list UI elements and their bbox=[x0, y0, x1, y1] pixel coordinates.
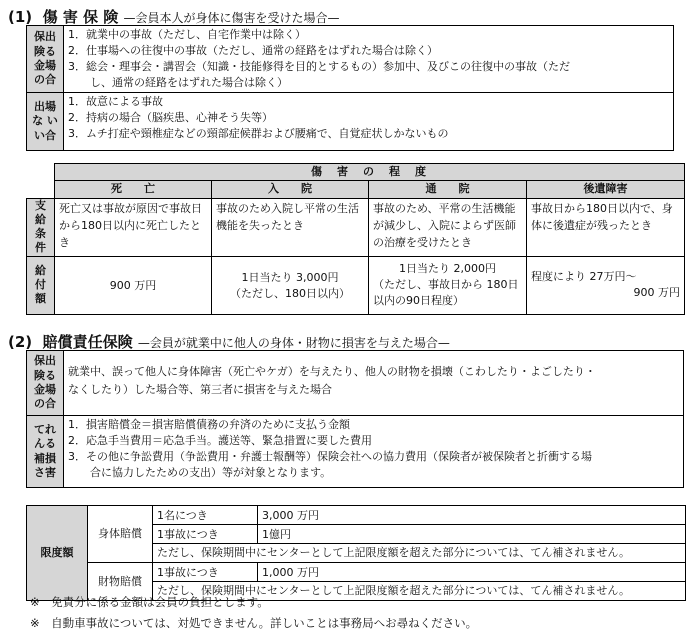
section1-title: 傷 害 保 険 bbox=[42, 8, 119, 26]
section1-number: (1) bbox=[8, 8, 33, 26]
section2-heading bbox=[8, 331, 450, 352]
pay-cases-list bbox=[64, 26, 674, 93]
col-outpatient: 通 院 bbox=[369, 181, 527, 198]
section2-table bbox=[26, 350, 684, 488]
amt-aftereffect-max: 900 万円 bbox=[633, 286, 680, 300]
body-proviso: ただし、保険期間中にセンターとして上記限度額を超えた部分については、てん補されません。 bbox=[153, 544, 686, 563]
note-deductible: ※ 免責分に係る金額は会員の負担とします。 bbox=[30, 595, 269, 609]
body-limit-key: 1名につき bbox=[153, 506, 258, 525]
amt-outpatient-rate: 1日当たり 2,000円 bbox=[399, 262, 496, 276]
amt-hospital bbox=[212, 256, 369, 314]
body-limit-key: 1事故につき bbox=[153, 525, 258, 544]
liability-pay-label: 保出 険る 金場 の合 bbox=[27, 351, 64, 416]
section2-number: (2) bbox=[8, 333, 33, 351]
amounts-label: 給付額 bbox=[27, 256, 55, 314]
amounts-row bbox=[27, 256, 685, 314]
property-limit-key: 1事故につき bbox=[153, 563, 258, 582]
pay-item: 1．就業中の事故（ただし、自宅作業中は除く） bbox=[68, 28, 306, 41]
covered-damage-list bbox=[64, 416, 684, 488]
covered-damage-label: てれ んる 補損 さ害 bbox=[27, 416, 64, 488]
property-proviso: ただし、保険期間中にセンターとして上記限度額を超えた部分については、てん補されません。 bbox=[153, 582, 686, 601]
injury-table bbox=[26, 163, 685, 315]
amt-outpatient bbox=[369, 256, 527, 314]
conditions-row bbox=[27, 198, 685, 256]
nopay-cases-list bbox=[64, 93, 674, 151]
body-liability-label: 身体賠償 bbox=[88, 506, 153, 563]
cover-item: 1．損害賠償金＝損害賠償債務の弁済のために支払う金額 bbox=[68, 418, 350, 431]
property-liability-label: 財物賠償 bbox=[88, 563, 153, 601]
body-limit-value: 3,000 万円 bbox=[258, 506, 637, 525]
injury-table-title: 傷 害 の 程 度 bbox=[55, 164, 685, 181]
col-aftereffect: 後遺障害 bbox=[527, 181, 685, 198]
cover-item: 2．応急手当費用＝応急手当。護送等、緊急措置に要した費用 bbox=[68, 434, 372, 447]
body-limit-value: 1億円 bbox=[258, 525, 637, 544]
section1-table bbox=[26, 25, 674, 151]
limit-table bbox=[26, 505, 686, 601]
cover-item: 3．その他に争訟費用（争訟費用・弁護士報酬等）保険会社への協力費用（保険者が被保険者と折衝する場 bbox=[68, 450, 592, 463]
liability-pay-line: 就業中、誤って他人に身体障害（死亡やケガ）を与えたり、他人の財物を損壊（こわしたり・よごしたり・ bbox=[68, 365, 596, 378]
liability-pay-text bbox=[64, 351, 684, 416]
conditions-label: 支給条件 bbox=[27, 198, 55, 256]
section2-pay-row bbox=[27, 351, 684, 416]
cond-outpatient: 事故のため、平常の生活機能が減少し、入院によらず医師の治療を受けたとき bbox=[369, 198, 527, 256]
cond-aftereffect: 事故日から180日以内で、身体に後遺症が残ったとき bbox=[527, 198, 685, 256]
pay-cases-label: 保出 険る 金場 の合 bbox=[27, 26, 64, 93]
property-limit-value: 1,000 万円 bbox=[258, 563, 637, 582]
pay-item: し、通常の経路をはずれた場合は除く） bbox=[68, 76, 288, 89]
cond-hospital: 事故のため入院し平常の生活機能を失ったとき bbox=[212, 198, 369, 256]
cover-item: 合に協力したための支出）等が対象となります。 bbox=[68, 466, 332, 479]
section1-nopay-row bbox=[27, 93, 674, 151]
amt-outpatient-limit: （ただし、事故日から 180日以内の90日程度） bbox=[373, 278, 519, 308]
nopay-item: 1．故意による事故 bbox=[68, 95, 163, 108]
pay-item: 2．仕事場への往復中の事故（ただし、通常の経路をはずれた場合は除く） bbox=[68, 44, 438, 57]
nopay-item: 3．ムチ打症や頸椎症などの頸部症候群および腰痛で、自覚症状しかないもの bbox=[68, 127, 449, 140]
section1-heading bbox=[8, 6, 340, 27]
liability-pay-line: なくしたり）した場合等、第三者に損害を与えた場合 bbox=[68, 383, 332, 396]
amt-death: 900 万円 bbox=[55, 256, 212, 314]
col-hospital: 入 院 bbox=[212, 181, 369, 198]
section1-pay-row bbox=[27, 26, 674, 93]
amt-hospital-limit: （ただし、180日以内） bbox=[230, 287, 350, 301]
pay-item: 3．総会・理事会・講習会（知識・技能修得を目的とするもの）参加中、及びこの往復中の事故（ただ bbox=[68, 60, 570, 73]
section2-cover-row bbox=[27, 416, 684, 488]
injury-table-header bbox=[27, 181, 685, 198]
section2-title: 賠償責任保険 bbox=[42, 333, 133, 351]
note-auto-accident: ※ 自動車事故については、対処できません。詳しいことは事務局へお尋ねください。 bbox=[30, 616, 478, 630]
nopay-cases-label: 出場 な い い合 bbox=[27, 93, 64, 151]
limit-label: 限度額 bbox=[27, 506, 88, 601]
col-death: 死 亡 bbox=[55, 181, 212, 198]
cond-death: 死亡又は事故が原因で事故日から180日以内に死亡したとき bbox=[55, 198, 212, 256]
amt-hospital-rate: 1日当たり 3,000円 bbox=[241, 271, 339, 285]
section1-subtitle: —会員本人が身体に傷害を受けた場合— bbox=[123, 11, 340, 25]
amt-aftereffect-range: 程度により 27万円～ bbox=[531, 270, 637, 284]
amt-aftereffect bbox=[527, 256, 685, 314]
nopay-item: 2．持病の場合（脳疾患、心神そう失等） bbox=[68, 111, 273, 124]
section2-subtitle: —会員が就業中に他人の身体・財物に損害を与えた場合— bbox=[137, 336, 450, 350]
